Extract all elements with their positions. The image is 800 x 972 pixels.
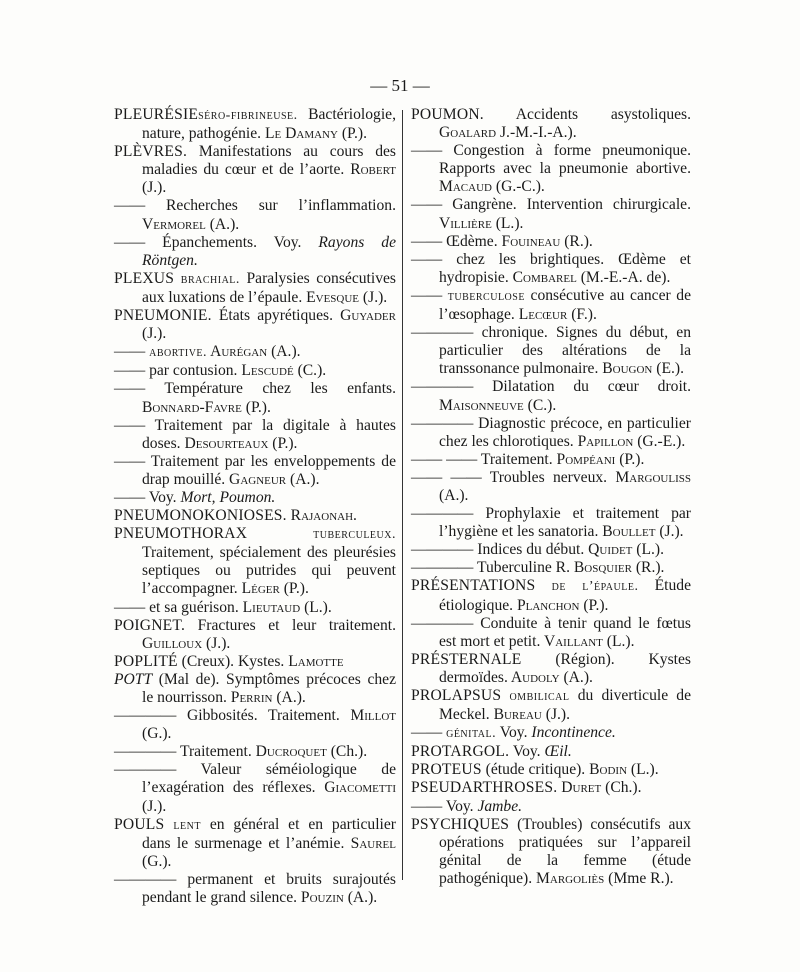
index-entry <box>411 451 691 469</box>
entry-subheading: abortive. <box>149 345 208 361</box>
entry-heading: PNEUMONOKONIOSES. <box>114 507 287 525</box>
entry-author-initials: (P.). <box>268 434 298 452</box>
index-entry <box>114 743 396 761</box>
entry-dash: ———— <box>114 761 201 779</box>
index-entry <box>411 196 691 232</box>
index-entry <box>114 671 396 707</box>
entry-dash: ———— <box>411 505 486 523</box>
index-entry <box>114 653 396 671</box>
entry-text: et sa guérison. <box>149 598 239 616</box>
index-entry <box>114 343 396 362</box>
entry-author: Léger <box>237 580 280 598</box>
entry-author: Bonnard-Favre <box>142 398 242 416</box>
entry-heading: PRÉSENTATIONS <box>411 577 536 595</box>
entry-heading: PNEUMOTHORAX <box>114 525 248 543</box>
index-entry <box>114 417 396 453</box>
entry-text: Paralysies consécutives aux luxations de l’épaule. <box>142 269 396 306</box>
entry-dash: —— <box>114 598 150 616</box>
entry-dash: —— <box>411 196 453 214</box>
index-entry <box>411 541 691 559</box>
entry-text: (Région). Kystes dermoïdes. <box>439 650 691 686</box>
entry-author-initials: (A.). <box>272 689 306 706</box>
entry-text: Fractures et leur traitement. <box>185 616 396 634</box>
entry-text: Épanchements. Voy. <box>162 233 319 251</box>
entry-author-initials: (Ch.). <box>326 743 368 761</box>
entry-author-initials: (R.). <box>631 559 665 577</box>
index-entry <box>114 761 396 815</box>
entry-see-also: Œil. <box>544 743 572 761</box>
entry-author: Macaud <box>439 178 492 196</box>
entry-dash: ———— <box>114 743 180 761</box>
entry-author: Margouliss <box>607 468 691 486</box>
index-entry <box>411 287 691 324</box>
entry-author-initials: J.-M.-I.-A.). <box>496 124 577 142</box>
entry-author-initials: (P.). <box>615 450 645 468</box>
entry-subheading: lent <box>164 817 201 833</box>
entry-subheading: séro-fibrineuse. <box>198 108 298 123</box>
entry-dash: —— <box>411 797 446 815</box>
index-entry <box>411 469 691 505</box>
index-entry <box>114 617 396 653</box>
right-column <box>411 106 691 888</box>
entry-author: Goalard <box>439 124 497 142</box>
entry-author: Giacometti <box>315 779 396 797</box>
entry-see-also: Incontinence. <box>531 724 616 742</box>
entry-heading: PROLAPSUS <box>411 687 502 704</box>
entry-author-initials: (F.). <box>567 306 597 324</box>
entry-author-initials: (J.). <box>202 634 231 652</box>
entry-dash: ———— <box>411 324 482 342</box>
entry-see-also: Mort, Poumon. <box>180 488 276 506</box>
entry-author-initials: (L.). <box>300 598 332 616</box>
index-entry <box>411 615 691 651</box>
entry-text: en général et en particulier dans le surmenage et l’anémie. <box>142 815 396 852</box>
entry-author: Vermorel <box>142 215 206 233</box>
entry-dash: —— <box>411 232 447 250</box>
entry-author-initials: (A.). <box>267 343 301 361</box>
entry-author: Lescudé <box>237 362 294 380</box>
entry-text: (Creux). Kystes. <box>177 652 285 670</box>
entry-author: Pompéani <box>552 450 616 468</box>
entry-text: chez les brightiques. Œdème et hydropisie. <box>439 250 691 286</box>
entry-subheading: de l’épaule. <box>535 579 639 595</box>
entry-author-initials: (G.). <box>142 725 172 743</box>
entry-text: Recherches sur l’inflammation. <box>166 197 397 215</box>
entry-author: Pouzin <box>297 889 344 907</box>
entry-heading: PSYCHIQUES <box>411 815 510 833</box>
entry-author: Villière <box>439 214 492 232</box>
entry-dash: —— <box>114 452 151 470</box>
entry-text: Manifestations au cours des maladies du cœur et de l’aorte. <box>142 143 396 179</box>
entry-text: permanent et bruits surajoutés pendant le grand silence. <box>142 870 396 907</box>
entry-heading: POUMON. <box>411 106 484 123</box>
entry-text: Traitement. <box>180 743 252 761</box>
index-entry <box>411 559 691 577</box>
entry-author-initials: (J.). <box>142 797 167 815</box>
entry-dash: —— <box>114 233 163 251</box>
entry-dash: —— <box>114 197 167 215</box>
entry-text: consécutive au cancer de l’œsophage. <box>439 286 692 324</box>
entry-author: Aurégan <box>207 343 268 361</box>
entry-subheading: tuberculeux. <box>247 527 396 543</box>
entry-text: Diagnostic précoce, en particulier chez les chlorotiques. <box>439 414 691 450</box>
entry-author-initials: (L.). <box>491 214 524 232</box>
entry-text: Congestion à forme pneumonique. Rapports avec la pneumonie abortive. <box>439 142 692 178</box>
entry-author-initials: (J.). <box>359 288 388 306</box>
entry-author: Perrin <box>226 689 273 706</box>
entry-dash: ———— <box>114 870 188 888</box>
entry-text: Accidents asystoliques. <box>483 106 691 123</box>
index-entry <box>411 251 691 287</box>
entry-heading: POPLITÉ <box>114 652 178 670</box>
index-entry <box>411 798 691 816</box>
entry-author-initials: (J.). <box>142 325 167 343</box>
entry-text: Indices du début. <box>477 541 585 559</box>
index-entry <box>114 489 396 507</box>
entry-author: Bougon <box>598 360 653 378</box>
entry-dash: —— <box>114 488 149 506</box>
index-entry <box>411 415 691 451</box>
entry-dash: —— <box>411 250 457 268</box>
entry-author: Lieutaud <box>238 598 301 616</box>
entry-heading: PRÉSTERNALE <box>411 650 522 668</box>
index-entry <box>411 687 691 724</box>
index-entry <box>114 143 396 197</box>
entry-author-initials: (E.). <box>652 360 684 378</box>
entry-author: Bureau <box>489 706 542 724</box>
entry-subheading: tuberculose <box>447 288 525 304</box>
index-entry <box>114 599 396 617</box>
entry-author: Bodin <box>585 761 628 779</box>
entry-author-initials: (A.). <box>559 668 593 686</box>
entry-author: Robert <box>344 161 396 179</box>
entry-author: Boullet <box>598 523 656 541</box>
entry-heading: PNEUMONIE. <box>114 307 212 325</box>
entry-text: Traitement. <box>480 450 553 468</box>
entry-author-initials: (L.). <box>627 761 659 779</box>
index-entry <box>114 106 396 143</box>
entry-text: Température chez les enfants. <box>164 380 396 398</box>
entry-author: Saurel <box>344 834 396 852</box>
entry-author-initials: (G.-C.). <box>491 178 545 196</box>
entry-author: Guilloux <box>142 634 203 652</box>
entry-text: Prophylaxie et traitement par l’hygiène et les sanatoria. <box>439 505 691 541</box>
entry-author: Lamotte <box>284 652 344 670</box>
entry-text: chronique. Signes du début, en particulier des altérations de la transsonance pulmonaire. <box>439 324 691 378</box>
entry-see-also: Jambe. <box>477 797 523 815</box>
entry-author-initials: (G.-E.). <box>633 432 686 450</box>
entry-author: Guyader <box>332 307 396 325</box>
entry-heading: PROTEUS <box>411 761 482 779</box>
entry-text: Gangrène. Intervention chirurgicale. <box>452 196 692 214</box>
entry-author: Ducroquet <box>251 743 327 761</box>
index-entry <box>411 816 691 888</box>
entry-heading: PLÈVRES. <box>114 143 188 161</box>
entry-text: (étude critique). <box>481 761 586 779</box>
entry-author-initials: (L.). <box>632 541 665 559</box>
entry-author: Quidet <box>584 541 633 559</box>
entry-text: Troubles nerveux. <box>489 468 608 486</box>
entry-author-initials: (J.). <box>655 523 684 541</box>
entry-see-also: POTT <box>114 670 153 688</box>
entry-text: Traitement par la digitale à hautes doses. <box>142 416 396 452</box>
entry-heading: PLEURÉSIE <box>114 106 199 123</box>
entry-text: Tuberculine R. <box>477 559 570 577</box>
index-entry <box>411 577 691 614</box>
entry-see-also: Rayons de Röntgen. <box>142 233 397 269</box>
entry-text: (Mal de). Symptômes précoces chez le nourrisson. <box>142 670 396 706</box>
entry-author: Duret <box>557 779 602 797</box>
entry-subheading: génital. <box>446 726 497 742</box>
entry-author-initials: (J.). <box>541 706 571 724</box>
entry-author: Rajaonah. <box>286 507 357 525</box>
index-entry <box>114 234 396 270</box>
entry-author: Le Damany <box>261 125 338 143</box>
index-entry <box>411 761 691 779</box>
entry-author-initials: (G.). <box>142 852 172 870</box>
entry-author-initials: (P.). <box>279 580 309 598</box>
index-entry <box>114 816 396 871</box>
index-entry <box>114 380 396 416</box>
index-entry <box>114 197 396 233</box>
index-entry <box>411 651 691 687</box>
entry-author: Margoliès <box>532 869 605 887</box>
entry-text: Conduite à tenir quand le fœtus est mort et petit. <box>439 614 691 650</box>
entry-author-initials: (A.). <box>343 889 378 907</box>
entry-dash: —— <box>114 416 155 434</box>
entry-author: Lecœur <box>514 306 568 324</box>
entry-author: Gagneur <box>225 470 287 488</box>
left-column <box>114 106 396 907</box>
entry-author: Audoly <box>507 668 560 686</box>
entry-dash: —— <box>114 343 150 361</box>
index-entry <box>114 453 396 489</box>
entry-dash: —— <box>411 286 448 304</box>
entry-dash: ———— <box>411 414 479 432</box>
entry-text: (Troubles) consécutifs aux opérations pratiquées sur l’appareil génital de la femme (étude pathogénique). <box>439 815 691 887</box>
entry-text: États apyrétiques. <box>211 307 333 325</box>
entry-author-initials: (P.). <box>337 125 367 143</box>
entry-author-initials: (P.). <box>241 398 271 416</box>
entry-author-initials: (R.). <box>560 232 593 250</box>
entry-author-initials: (A.). <box>205 215 240 233</box>
entry-heading: PSEUDARTHROSES. <box>411 779 558 797</box>
entry-text: par contusion. <box>149 362 238 380</box>
entry-text: Voy. <box>509 743 545 761</box>
entry-heading: POULS <box>114 815 165 833</box>
entry-text: Œdème. <box>446 232 498 250</box>
entry-text: Dilatation du cœur droit. <box>492 378 692 396</box>
entry-dash: ———— <box>411 614 481 632</box>
column-divider <box>402 110 403 880</box>
index-entry <box>114 707 396 743</box>
entry-author-initials: (A.). <box>439 486 469 504</box>
index-entry <box>411 724 691 743</box>
entry-text: Bactériologie, nature, pathogénie. <box>142 106 396 143</box>
entry-author: Bosquier <box>569 559 632 577</box>
index-entry <box>411 779 691 797</box>
page-number: — 51 — <box>370 76 430 95</box>
entry-dash: ———— <box>411 541 478 559</box>
entry-heading: PROTARGOL. <box>411 743 510 761</box>
entry-text: Voy. <box>148 488 181 506</box>
index-entry <box>411 233 691 251</box>
index-entry <box>114 525 396 598</box>
index-entry <box>114 871 396 907</box>
entry-dash: ———— <box>411 559 477 577</box>
index-entry <box>411 142 691 196</box>
entry-text: Traitement, spécialement des pleurésies septiques ou putrides qui peuvent l’accompagner. <box>142 544 396 598</box>
entry-text: Traitement par les enveloppements de drap mouillé. <box>142 452 396 488</box>
entry-dash: —— <box>114 362 150 380</box>
entry-dash: ———— <box>411 378 493 396</box>
index-entry <box>411 505 691 541</box>
entry-author-initials: (Mme R.). <box>604 869 674 887</box>
entry-author-initials: (Ch.). <box>601 779 642 797</box>
index-entry <box>411 106 691 142</box>
entry-author-initials: (J.). <box>142 179 167 197</box>
entry-author-initials: (C.). <box>293 362 327 380</box>
index-entry <box>411 378 691 414</box>
entry-dash: —— <box>114 380 165 398</box>
entry-author: Fouineau <box>497 232 561 250</box>
entry-author-initials: (C.). <box>523 396 557 414</box>
entry-author: Desourteaux <box>180 434 269 452</box>
entry-dash: ———— <box>114 707 188 725</box>
index-entry <box>411 324 691 378</box>
entry-author-initials: (L.). <box>602 632 635 650</box>
entry-author: Planchon <box>513 596 580 614</box>
entry-author: Millot <box>339 707 396 725</box>
entry-author-initials: (P.). <box>579 596 609 614</box>
index-entry <box>411 743 691 761</box>
entry-dash: —— —— <box>411 468 490 486</box>
entry-author: Evesque <box>302 288 360 306</box>
entry-subheading: ombilical <box>501 689 570 704</box>
index-entry <box>114 270 396 307</box>
entry-heading: POIGNET. <box>114 616 186 634</box>
entry-text: Étude étiologique. <box>439 577 691 614</box>
entry-text: du diverticule de Meckel. <box>439 687 692 724</box>
index-entry <box>114 507 396 525</box>
entry-subheading: brachial. <box>174 271 240 287</box>
entry-dash: —— <box>411 724 447 742</box>
entry-text: Gibbosités. Traitement. <box>187 707 340 725</box>
entry-text: Voy. <box>445 797 478 815</box>
index-entry <box>114 307 396 343</box>
entry-author: Papillon <box>573 432 634 450</box>
index-entry <box>114 362 396 380</box>
entry-dash: —— <box>411 142 454 160</box>
entry-text: Voy. <box>496 724 532 742</box>
entry-text: Valeur séméiologique de l’exagération des réflexes. <box>142 761 396 797</box>
entry-author: Maisonneuve <box>439 396 524 414</box>
entry-author-initials: (A.). <box>286 470 320 488</box>
entry-author-initials: (M.-E.-A. de). <box>576 268 671 286</box>
entry-dash: —— —— <box>411 450 481 468</box>
entry-heading: PLEXUS <box>114 269 175 287</box>
entry-author: Combarel <box>508 268 577 286</box>
entry-author: Vaillant <box>540 632 603 650</box>
